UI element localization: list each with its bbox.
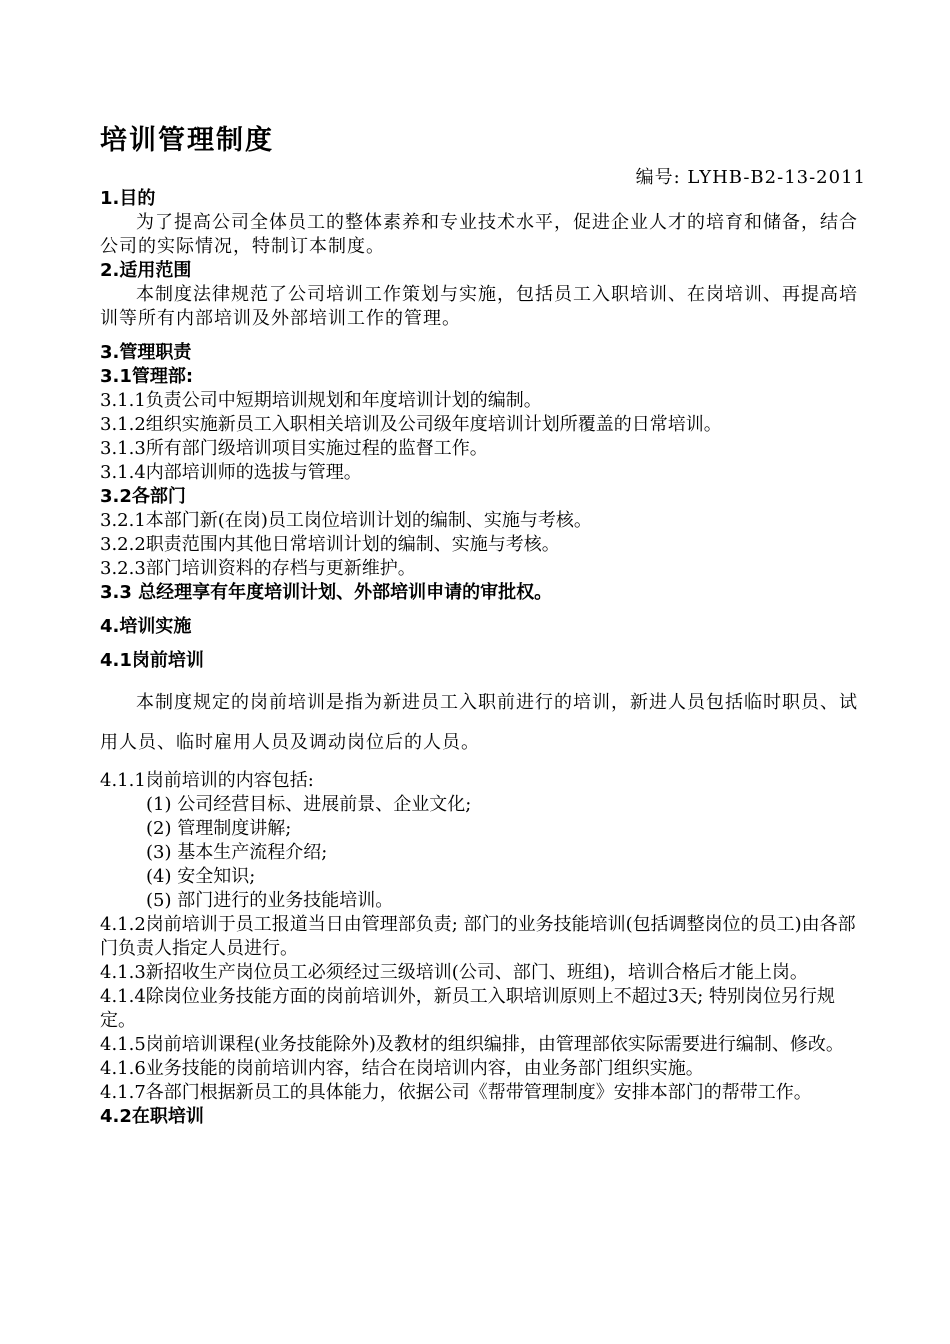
section-3-3: 3.3 总经理享有年度培训计划、外部培训申请的审批权。	[100, 582, 553, 603]
content-list-item: (3) 基本生产流程介绍;	[146, 842, 328, 863]
section-4-1-body: 本制度规定的岗前培训是指为新进员工入职前进行的培训，新进人员包括临时职员、试用人员、临时雇用人员及调动岗位后的人员。	[100, 692, 858, 753]
section-4-1-heading: 4.1岗前培训	[100, 650, 204, 671]
content-list-item: (5) 部门进行的业务技能培训。	[146, 890, 394, 911]
section-3-1-item: 3.1.2组织实施新员工入职相关培训及公司级年度培训计划所覆盖的日常培训。	[100, 414, 722, 435]
section-3-2-item: 3.2.2职责范围内其他日常培训计划的编制、实施与考核。	[100, 534, 560, 555]
section-4-1-item: 4.1.4除岗位业务技能方面的岗前培训外，新员工入职培训原则上不超过3天; 特别岗位另行规定。	[100, 986, 836, 1031]
document-number: 编号: LYHB-B2-13-2011	[635, 167, 866, 188]
section-3-heading: 3.管理职责	[100, 342, 192, 363]
section-2-heading: 2.适用范围	[100, 260, 192, 281]
section-4-1-item: 4.1.5岗前培训课程(业务技能除外)及教材的组织编排，由管理部依实际需要进行编制、修改。	[100, 1034, 844, 1055]
section-3-2-item: 3.2.1本部门新(在岗)员工岗位培训计划的编制、实施与考核。	[100, 510, 592, 531]
section-4-1-item: 4.1.3新招收生产岗位员工必须经过三级培训(公司、部门、班组)，培训合格后才能上岗。	[100, 962, 808, 983]
section-1-heading: 1.目的	[100, 188, 156, 209]
section-1-body: 为了提高公司全体员工的整体素养和专业技术水平，促进企业人才的培育和储备，结合公司的实际情况，特制订本制度。	[100, 212, 858, 257]
section-4-2-heading: 4.2在职培训	[100, 1106, 204, 1127]
section-4-1-item: 4.1.2岗前培训于员工报道当日由管理部负责; 部门的业务技能培训(包括调整岗位的员工)由各部门负责人指定人员进行。	[100, 914, 856, 959]
section-3-2-heading: 3.2各部门	[100, 486, 186, 507]
section-4-1-1: 4.1.1岗前培训的内容包括:	[100, 770, 314, 791]
content-list-item: (4) 安全知识;	[146, 866, 256, 887]
content-list-item: (1) 公司经营目标、进展前景、企业文化;	[146, 794, 472, 815]
section-3-1-item: 3.1.4内部培训师的选拔与管理。	[100, 462, 362, 483]
document-body	[100, 187, 868, 1129]
section-4-1-item: 4.1.6业务技能的岗前培训内容，结合在岗培训内容，由业务部门组织实施。	[100, 1058, 704, 1079]
document-title: 培训管理制度	[100, 125, 274, 156]
section-3-1-heading: 3.1管理部:	[100, 366, 194, 387]
section-3-1-item: 3.1.1负责公司中短期培训规划和年度培训计划的编制。	[100, 390, 542, 411]
section-4-1-item: 4.1.7各部门根据新员工的具体能力，依据公司《帮带管理制度》安排本部门的帮带工作。	[100, 1082, 812, 1103]
content-list-item: (2) 管理制度讲解;	[146, 818, 292, 839]
section-2-body: 本制度法律规范了公司培训工作策划与实施，包括员工入职培训、在岗培训、再提高培训等所有内部培训及外部培训工作的管理。	[100, 284, 858, 329]
section-4-heading: 4.培训实施	[100, 616, 192, 637]
section-3-2-item: 3.2.3部门培训资料的存档与更新维护。	[100, 558, 416, 579]
section-3-1-item: 3.1.3所有部门级培训项目实施过程的监督工作。	[100, 438, 488, 459]
